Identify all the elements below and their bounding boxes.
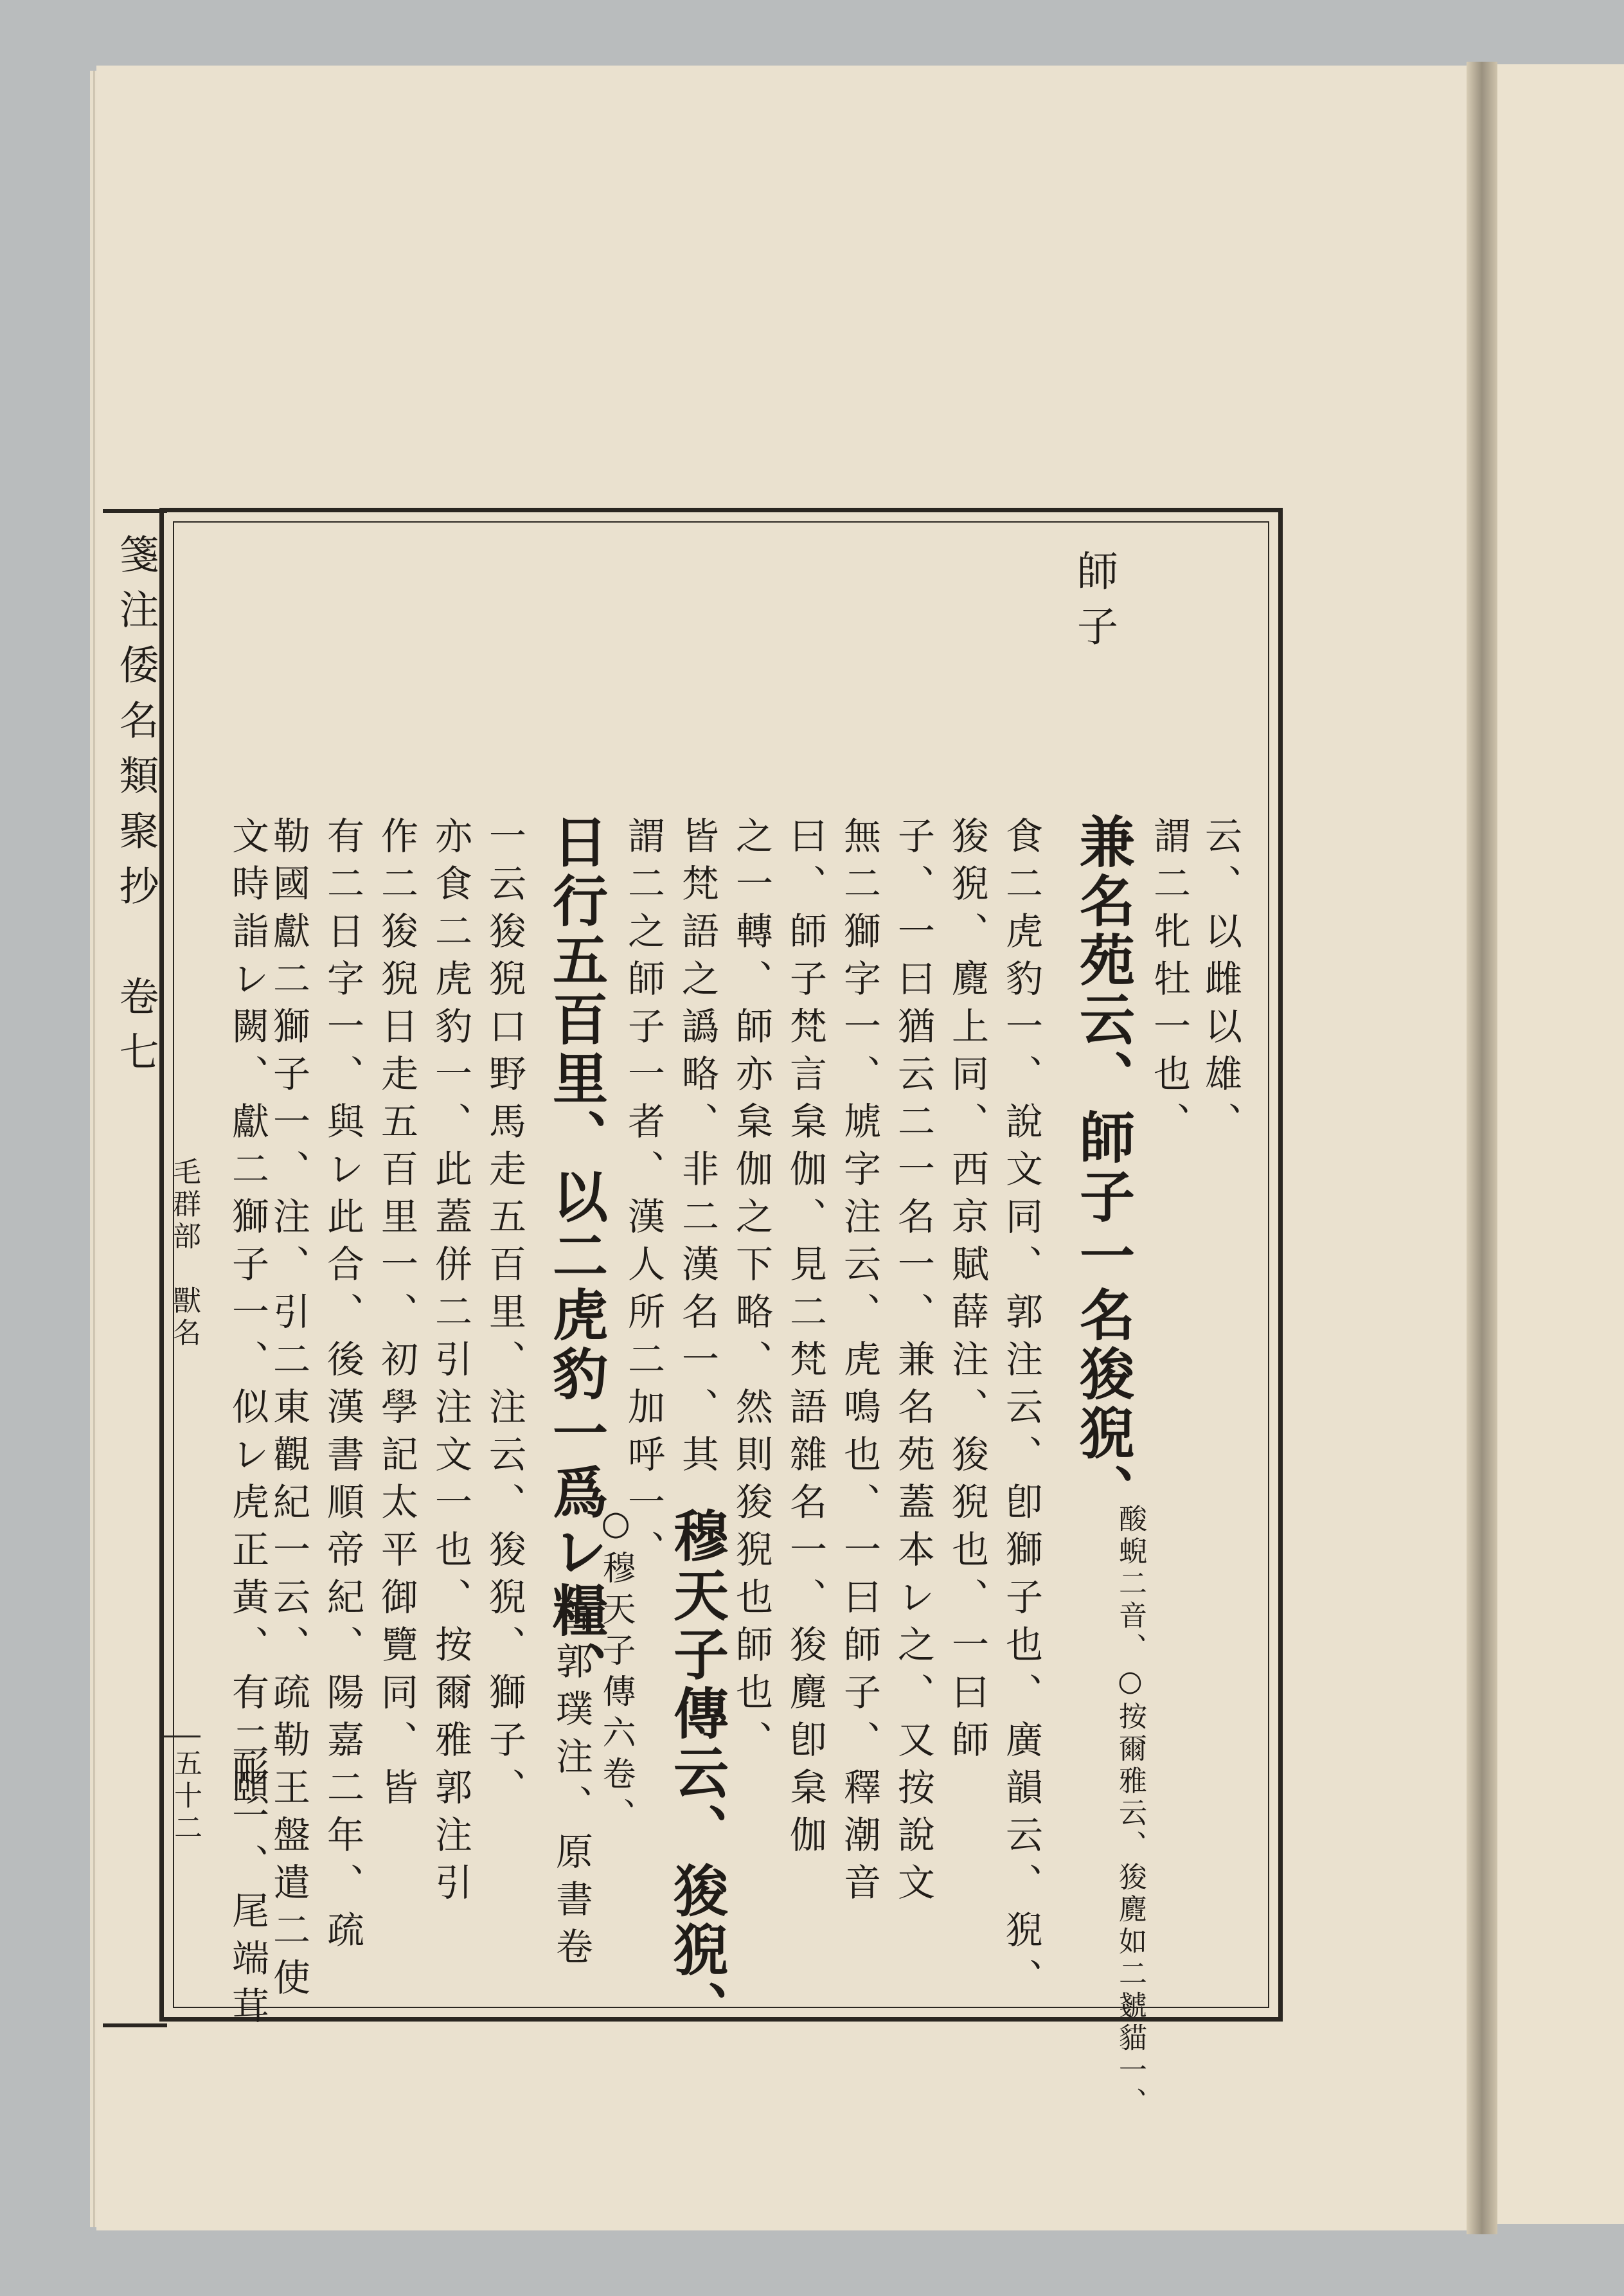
text-column: 穆天子傳云、狻猊、 [664, 1507, 729, 2040]
text-column: 曰、師子梵言枲伽、見二梵語雜名一、狻麑卽枲伽 [783, 816, 827, 1863]
text-column: 作二狻猊日走五百里一、初學記太平御覽同、皆 [375, 816, 418, 1815]
facing-page [1497, 64, 1624, 2224]
text-column: 謂二牝牡一也、 [1147, 816, 1191, 1149]
text-column: 文時詣レ闕、獻二獅子一、似レ虎正黃、有二頤 [226, 816, 269, 1815]
text-column: 皆梵語之譌略、非二漢名一、其 [675, 816, 719, 1482]
text-column: 一云狻猊口野馬走五百里、注云、狻猊、獅子、 [483, 816, 526, 1815]
text-column: 無二獅字一、虓字注云、虎鳴也、一曰師子、釋潮音 [837, 816, 881, 1910]
text-column: 兼名苑云、師子一名狻猊、 [1070, 813, 1135, 1523]
page-number: 五十二 [169, 1748, 202, 1845]
text-column: 謂二之師子一者、漢人所二加呼一、 [621, 816, 665, 1577]
text-column: 日行五百里、以二虎豹一爲レ糧、 [543, 813, 608, 1700]
entry-heading: 師子 [1070, 550, 1118, 660]
text-column: ○穆天子傳六卷、 [596, 1504, 635, 1838]
section-label: 毛群部 獸名 [168, 1157, 201, 1350]
book-gutter [1467, 62, 1497, 2234]
text-column: 酸蜺二音、○按爾雅云、狻麑如二虦貓一、 [1114, 1504, 1147, 2119]
text-column: 晉郭璞注、原書卷 [549, 1594, 593, 1975]
book-title: 箋注倭名類聚抄 卷七 [112, 534, 159, 1086]
text-column: 子、一曰猶云二一名一、兼名苑蓋本レ之、又按說文 [891, 816, 935, 1910]
text-column: 之一轉、師亦枲伽之下略、然則狻猊也師也、 [729, 816, 773, 1768]
text-column: 云、以雌以雄、 [1199, 816, 1242, 1149]
text-column: 勒國獻二獅子一、注、引二東觀紀一云、疏勒王盤遣二使 [267, 816, 310, 2005]
text-column: 有二日字一、與レ此合、後漢書順帝紀、陽嘉二年、疏 [321, 816, 364, 1958]
text-column: 耏一、尾端茸 [226, 1748, 269, 2034]
text-column: 狻猊、麑上同、西京賦薛注、狻猊也、一曰師 [945, 816, 989, 1768]
text-column: 亦食二虎豹一、此蓋併二引注文一也、按爾雅郭注引 [429, 816, 472, 1910]
text-column: 食二虎豹一、說文同、郭注云、卽獅子也、廣韻云、猊、 [999, 816, 1043, 2005]
